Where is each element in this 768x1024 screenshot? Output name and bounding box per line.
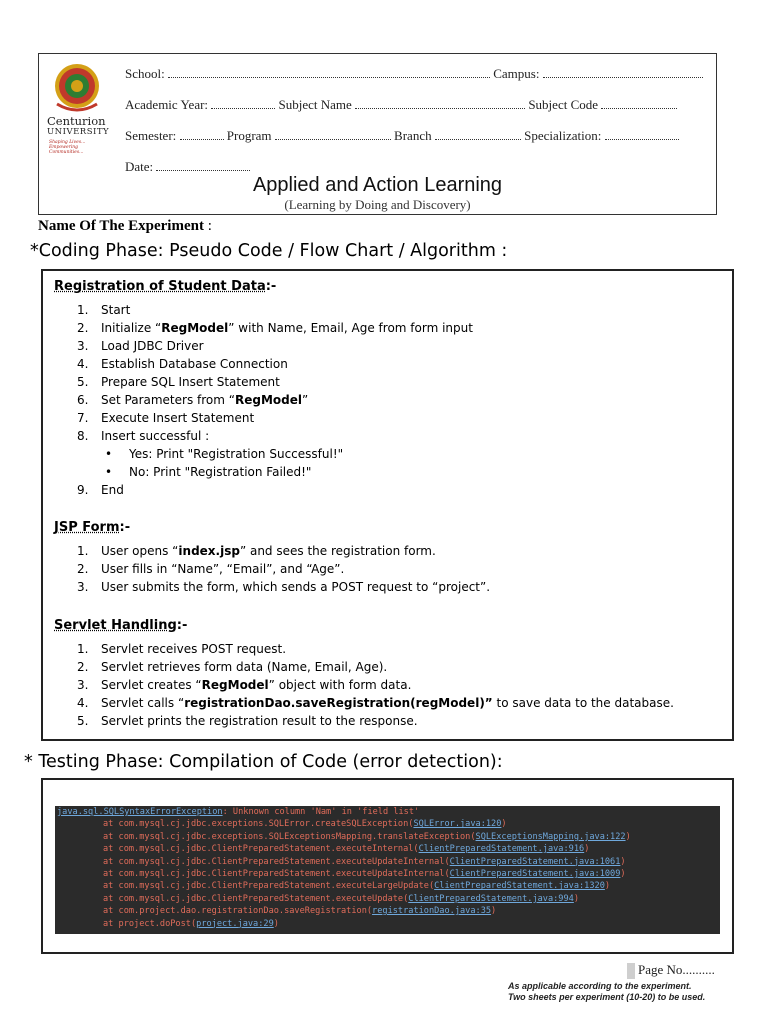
- console-line: at com.mysql.cj.jdbc.exceptions.SQLExceptionsMapping.translateException(SQLExceptionsMapping.java:122): [103, 831, 631, 842]
- page-marker: [627, 963, 635, 979]
- list-item: 1. User opens “index.jsp” and sees the registration form.: [77, 544, 436, 558]
- error-console: [55, 806, 720, 934]
- stack-frame-link[interactable]: registrationDao.java:35: [372, 906, 492, 917]
- page-title: Applied and Action Learning: [252, 174, 503, 196]
- list-item: 6. Set Parameters from “RegModel”: [77, 393, 309, 407]
- school-label: School:: [125, 66, 165, 81]
- program-field[interactable]: [275, 130, 391, 140]
- registration-title-text: Registration of Student Data: [54, 279, 266, 294]
- testing-phase-box: [41, 778, 734, 954]
- university-crest-icon: [47, 60, 107, 116]
- list-item: 4. Servlet calls “registrationDao.saveRegistration(regModel)” to save data to the database.: [77, 696, 674, 710]
- university-logo: [47, 60, 110, 155]
- date-field[interactable]: [156, 161, 250, 171]
- jsp-steps: [77, 542, 490, 596]
- stack-frame-link[interactable]: SQLExceptionsMapping.java:122: [475, 831, 626, 842]
- registration-section-title: [54, 279, 276, 294]
- subject-code-field[interactable]: [601, 99, 677, 109]
- stack-frame-link[interactable]: ClientPreparedStatement.java:916: [418, 844, 585, 855]
- servlet-title-text: Servlet Handling: [54, 618, 177, 633]
- campus-label: Campus:: [493, 66, 540, 81]
- program-label: Program: [226, 128, 272, 143]
- list-item: 2. Servlet retrieves form data (Name, Email, Age).: [77, 660, 388, 674]
- list-item: 8. Insert successful :: [77, 429, 210, 443]
- experiment-name-label: Name Of The Experiment: [38, 218, 204, 234]
- jsp-section-title: [54, 520, 130, 535]
- jsp-title-text: JSP Form: [54, 520, 120, 535]
- header-box: [38, 53, 717, 215]
- sub-list-item: • Yes: Print "Registration Successful!": [77, 445, 473, 463]
- exception-class-link[interactable]: java.sql.SQLSyntaxErrorException: [57, 807, 223, 817]
- logo-name-line1: Centurion: [47, 114, 106, 128]
- date-label: Date:: [125, 159, 154, 174]
- header-row-academic: [125, 97, 677, 113]
- logo-tagline2: Empowering Communities...: [49, 145, 84, 155]
- list-item: 2. Initialize “RegModel” with Name, Email, Age from form input: [77, 321, 473, 335]
- specialization-field[interactable]: [605, 130, 679, 140]
- subject-code-label: Subject Code: [528, 97, 599, 112]
- registration-steps: [77, 301, 473, 499]
- list-item: 7. Execute Insert Statement: [77, 411, 255, 425]
- registration-title-suffix: :-: [265, 279, 277, 294]
- experiment-name-colon: :: [207, 218, 212, 234]
- page-number-text: Page No..........: [638, 962, 715, 977]
- subject-name-label: Subject Name: [278, 97, 352, 112]
- servlet-steps: [77, 640, 674, 730]
- list-item: 3. User submits the form, which sends a POST request to “project”.: [77, 580, 491, 594]
- list-item: 5. Prepare SQL Insert Statement: [77, 375, 280, 389]
- page-subtitle: (Learning by Doing and Discovery): [284, 197, 471, 212]
- header-row-semester: [125, 128, 679, 144]
- school-field[interactable]: [168, 68, 490, 78]
- campus-field[interactable]: [543, 68, 703, 78]
- console-line: at com.project.dao.registrationDao.saveRegistration(registrationDao.java:35): [103, 906, 497, 917]
- console-line: at com.mysql.cj.jdbc.ClientPreparedStatement.executeUpdateInternal(ClientPreparedStatement.java:1009): [103, 868, 626, 879]
- list-item: 1. Start: [77, 303, 131, 317]
- specialization-label: Specialization:: [524, 128, 602, 143]
- subject-name-field[interactable]: [355, 99, 525, 109]
- stack-frame-link[interactable]: project.java:29: [196, 918, 274, 929]
- header-row-date: [125, 159, 250, 175]
- list-item: 1. Servlet receives POST request.: [77, 642, 287, 656]
- console-line: at com.mysql.cj.jdbc.ClientPreparedStatement.executeUpdate(ClientPreparedStatement.java:994): [103, 893, 580, 904]
- console-line: at com.mysql.cj.jdbc.ClientPreparedStatement.executeInternal(ClientPreparedStatement.java:916): [103, 844, 590, 855]
- console-line: at com.mysql.cj.jdbc.ClientPreparedStatement.executeLargeUpdate(ClientPreparedStatement.java:1320): [103, 881, 611, 892]
- academic-year-field[interactable]: [211, 99, 275, 109]
- logo-tagline: [49, 140, 109, 155]
- console-line: at project.doPost(project.java:29): [103, 918, 279, 929]
- list-item: 4. Establish Database Connection: [77, 357, 288, 371]
- console-line: at com.mysql.cj.jdbc.ClientPreparedStatement.executeUpdateInternal(ClientPreparedStatement.java:1061): [103, 856, 626, 867]
- list-item: 9. End: [77, 483, 124, 497]
- list-item: 2. User fills in “Name”, “Email”, and “Age”.: [77, 562, 345, 576]
- coding-phase-title: *Coding Phase: Pseudo Code / Flow Chart / Algorithm :: [30, 241, 508, 261]
- jsp-title-suffix: :-: [119, 520, 131, 535]
- experiment-name: [38, 218, 212, 235]
- list-item: 3. Servlet creates “RegModel” object with form data.: [77, 678, 412, 692]
- stack-frame-link[interactable]: SQLError.java:120: [413, 819, 502, 830]
- semester-field[interactable]: [180, 130, 224, 140]
- logo-wordmark: [47, 116, 111, 138]
- semester-label: Semester:: [125, 128, 177, 143]
- page-number: [627, 962, 715, 979]
- logo-tagline1: Shaping Lives...: [49, 140, 86, 145]
- stack-frame-link[interactable]: ClientPreparedStatement.java:1320: [434, 881, 605, 892]
- sub-list-item: • No: Print "Registration Failed!": [77, 463, 473, 481]
- header-row-school: [125, 66, 703, 82]
- footer-note-1: As applicable according to the experiment.: [508, 981, 692, 991]
- stack-frame-link[interactable]: ClientPreparedStatement.java:1061: [449, 856, 621, 867]
- stack-frame-link[interactable]: ClientPreparedStatement.java:1009: [449, 868, 621, 879]
- list-item: 3. Load JDBC Driver: [77, 339, 204, 353]
- testing-phase-title: * Testing Phase: Compilation of Code (error detection):: [24, 752, 503, 772]
- logo-name-line2: UNIVERSITY: [47, 127, 110, 137]
- branch-field[interactable]: [435, 130, 521, 140]
- console-line-exception: java.sql.SQLSyntaxErrorException: Unknown column 'Nam' in 'field list': [57, 807, 420, 817]
- stack-frame-link[interactable]: ClientPreparedStatement.java:994: [408, 893, 574, 904]
- console-line: at com.mysql.cj.jdbc.exceptions.SQLError.createSQLException(SQLError.java:120): [103, 819, 507, 830]
- academic-year-label: Academic Year:: [125, 97, 209, 112]
- coding-phase-box: [41, 269, 734, 741]
- branch-label: Branch: [394, 128, 432, 143]
- list-item: 5. Servlet prints the registration result to the response.: [77, 714, 418, 728]
- footer-note-2: Two sheets per experiment (10-20) to be used.: [508, 992, 706, 1002]
- servlet-title-suffix: :-: [176, 618, 188, 633]
- servlet-section-title: [54, 618, 187, 633]
